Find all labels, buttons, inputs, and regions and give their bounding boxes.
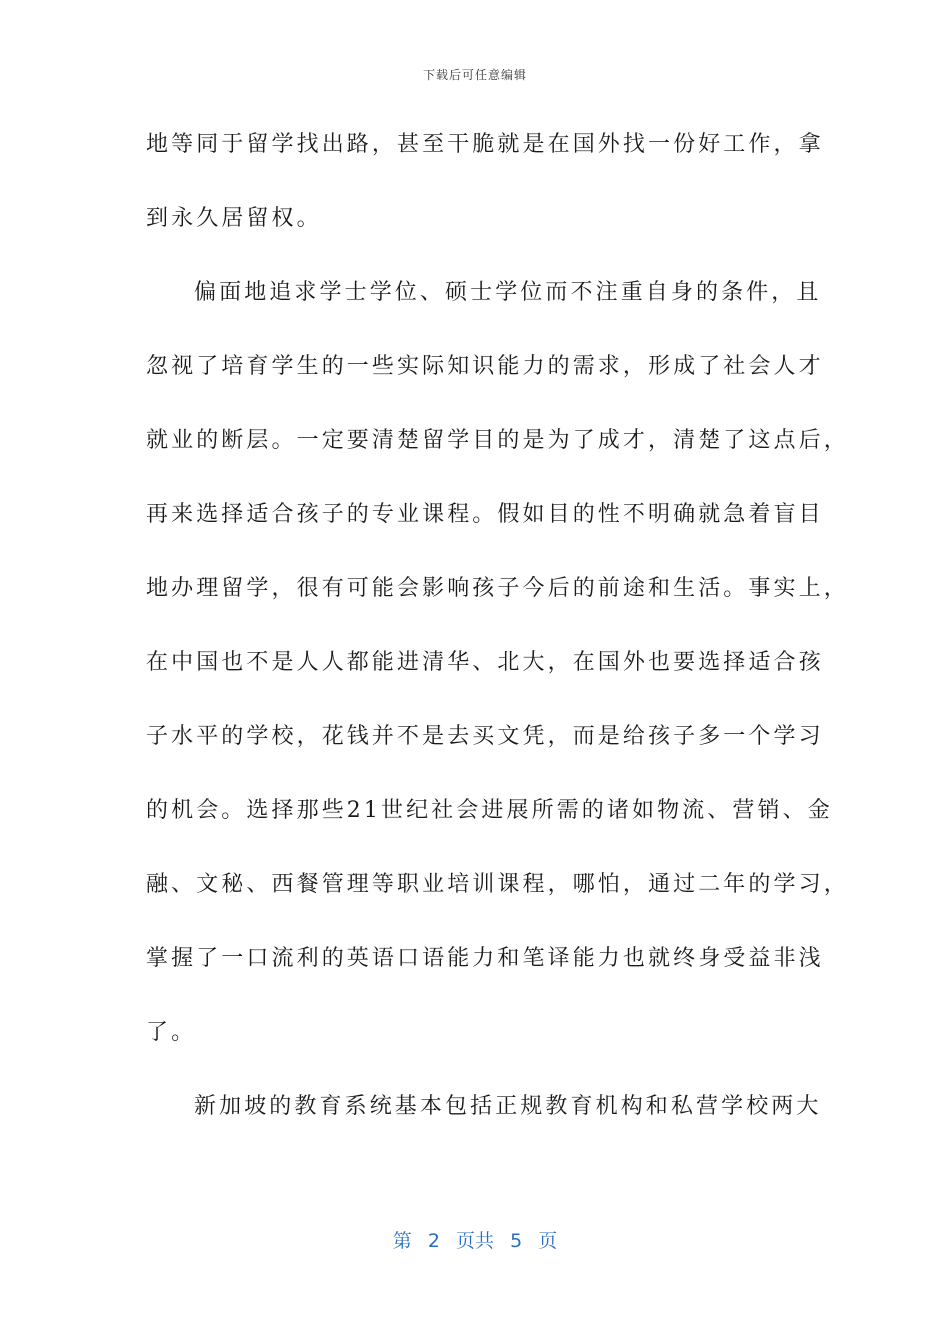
page-number-label: 第 2 页共 5 页 xyxy=(392,1230,558,1252)
text-line: 了。 xyxy=(146,1020,197,1045)
paragraph-start-line: 偏面地追求学士学位、硕士学位而不注重自身的条件，且 xyxy=(194,280,822,305)
text-line: 再来选择适合孩子的专业课程。假如目的性不明确就急着盲目 xyxy=(146,502,824,527)
text-line: 融、文秘、西餐管理等职业培训课程，哪怕，通过二年的学习， xyxy=(146,872,849,897)
document-body xyxy=(146,122,849,1158)
text-line: 地等同于留学找出路，甚至干脆就是在国外找一份好工作，拿 xyxy=(146,132,824,157)
text-line: 到永久居留权。 xyxy=(146,206,322,231)
text-line: 就业的断层。一定要清楚留学目的是为了成才，清楚了这点后， xyxy=(146,428,849,453)
header-note: 下载后可任意编辑 xyxy=(422,68,527,82)
text-line: 子水平的学校，花钱并不是去买文凭，而是给孩子多一个学习 xyxy=(146,724,824,749)
text-line: 忽视了培育学生的一些实际知识能力的需求，形成了社会人才 xyxy=(146,354,824,379)
text-line: 地办理留学，很有可能会影响孩子今后的前途和生活。事实上， xyxy=(146,576,849,601)
text-line: 掌握了一口流利的英语口语能力和笔译能力也就终身受益非浅 xyxy=(146,946,824,971)
paragraph-start-line: 新加坡的教育系统基本包括正规教育机构和私营学校两大 xyxy=(194,1094,822,1119)
text-line: 的机会。选择那些21世纪社会进展所需的诸如物流、营销、金 xyxy=(146,798,833,823)
page-number-footer xyxy=(0,1226,950,1253)
text-line: 在中国也不是人人都能进清华、北大，在国外也要选择适合孩 xyxy=(146,650,824,675)
